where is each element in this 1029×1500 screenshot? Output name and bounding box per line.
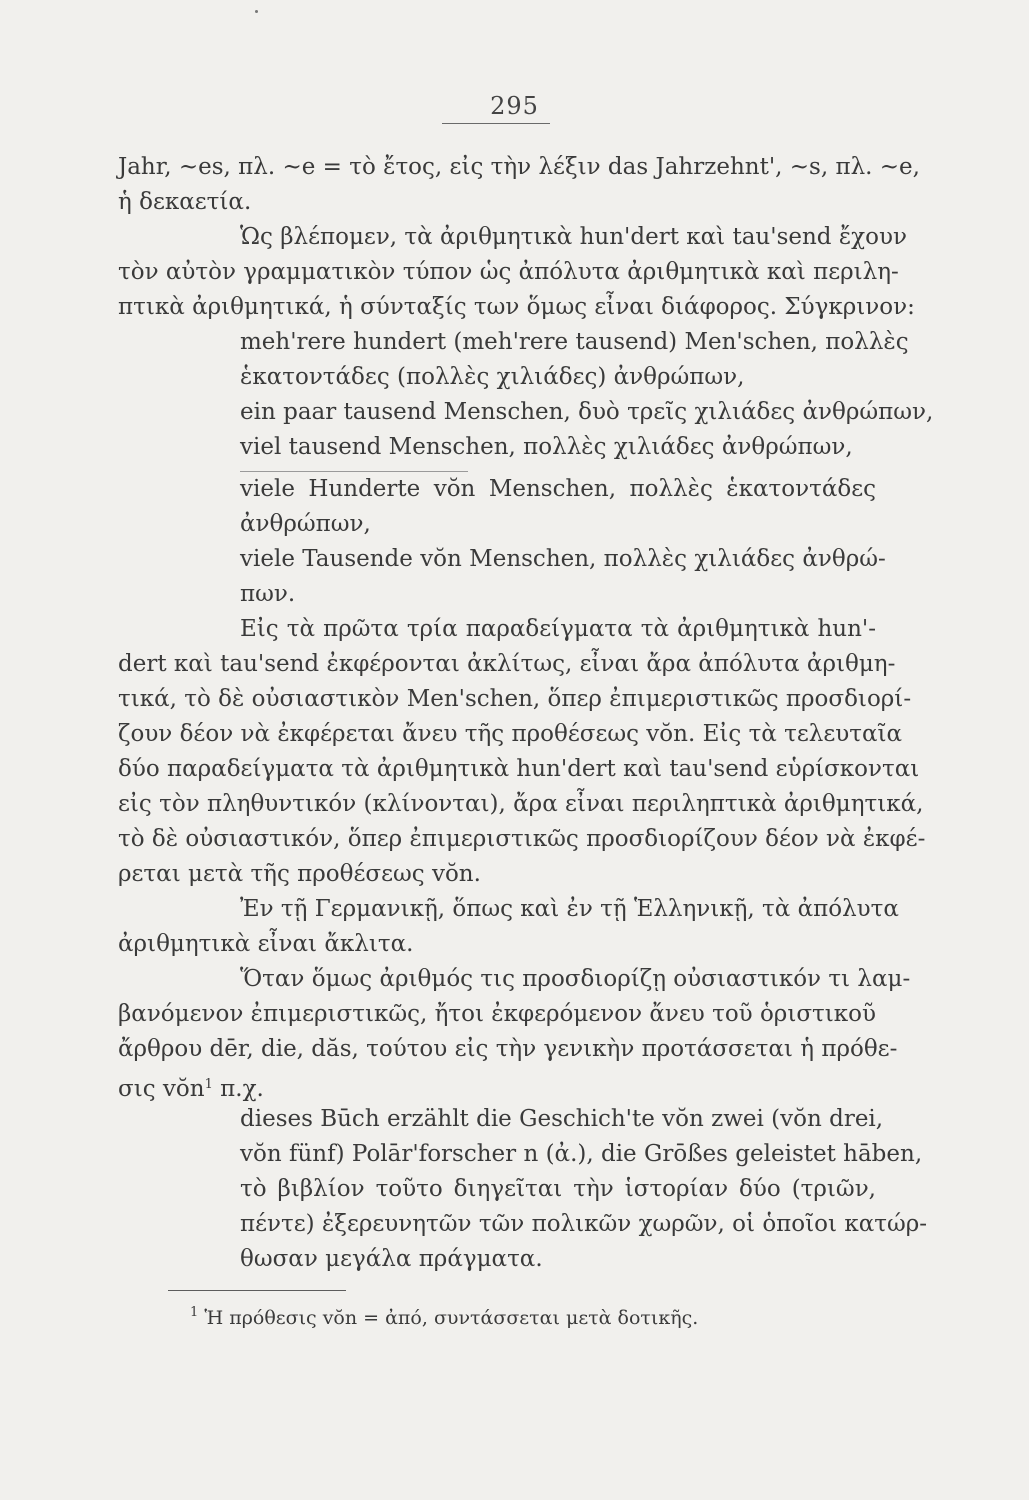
example-line: viele Hunderte vŏn Menschen, πολλὲς ἑκατοντάδες [240, 476, 876, 502]
example-line: πων. [240, 581, 296, 607]
text-line: dert καὶ tau'send ἐκφέρονται ἀκλίτως, εἶναι ἄρα ἀπόλυτα ἀριθμη- [118, 651, 896, 677]
footnote-rule [168, 1290, 346, 1291]
section-gap [118, 465, 876, 472]
example-line: vŏn fünf) Polār'forscher n (ἀ.), die Grōßes geleistet hāben, [240, 1141, 923, 1167]
text-line: τὸν αὐτὸν γραμματικὸν τύπον ὡς ἀπόλυτα ἀριθμητικὰ καὶ περιλη- [118, 259, 899, 285]
text-line: Jahr, ~es, πλ. ~e = τὸ ἔτος, εἰς τὴν λέξιν das Jahrzehnt', ~s, πλ. ~e, [118, 154, 920, 180]
text-line: δύο παραδείγματα τὰ ἀριθμητικὰ hun'dert καὶ tau'send εὑρίσκονται [118, 756, 920, 782]
example-line: πέντε) ἐξερευνητῶν τῶν πολικῶν χωρῶν, οἱ ὁποῖοι κατώρ- [240, 1211, 928, 1237]
text-line: τικά, τὸ δὲ οὐσιαστικὸν Men'schen, ὅπερ ἐπιμεριστικῶς προσδιορί- [118, 686, 912, 712]
page-number-rule [442, 123, 550, 124]
example-line: viel tausend Menschen, πολλὲς χιλιάδες ἀνθρώπων, [240, 434, 853, 460]
footnote-text: Ἡ πρόθεσις vŏn = ἀπό, συντάσσεται μετὰ δοτικῆς. [204, 1307, 699, 1329]
example-line: viele Tausende vŏn Menschen, πολλὲς χιλιάδες ἀνθρώ- [240, 546, 886, 572]
body-text [118, 150, 934, 1277]
text-line: Εἰς τὰ πρῶτα τρία παραδείγματα τὰ ἀριθμητικὰ hun'- [240, 616, 876, 642]
text-line: βανόμενον ἐπιμεριστικῶς, ἤτοι ἐκφερόμενον ἄνευ τοῦ ὁριστικοῦ [118, 1001, 876, 1027]
example-line: dieses Būch erzählt die Geschich'te vŏn zwei (vŏn drei, [240, 1106, 884, 1132]
example-line: ἀνθρώπων, [240, 511, 371, 537]
text-line: πτικὰ ἀριθμητικά, ἡ σύνταξίς των ὅμως εἶναι διάφορος. Σύγκρινον: [118, 294, 915, 320]
text-fragment: π.χ. [220, 1076, 264, 1102]
example-line: ein paar tausend Menschen, δυὸ τρεῖς χιλιάδες ἀνθρώπων, [240, 399, 934, 425]
text-line: ἡ δεκαετία. [118, 189, 252, 215]
text-line: ρεται μετὰ τῆς προθέσεως vŏn. [118, 861, 481, 887]
text-line: ἄρθρου dēr, die, dăs, τούτου εἰς τὴν γενικὴν προτάσσεται ἡ πρόθε- [118, 1036, 898, 1062]
text-line: Ὡς βλέπομεν, τὰ ἀριθμητικὰ hun'dert καὶ tau'send ἔχουν [240, 224, 907, 250]
footnote-reference: 1 [204, 1077, 213, 1092]
example-line: meh'rere hundert (meh'rere tausend) Men'schen, πολλὲς [240, 329, 909, 355]
text-line: Ὅταν ὅμως ἀριθμός τις προσδιορίζῃ οὐσιαστικόν τι λαμ- [240, 966, 911, 992]
example-line: ἑκατοντάδες (πολλὲς χιλιάδες) ἀνθρώπων, [240, 364, 745, 390]
section-divider [240, 471, 468, 472]
footnote [190, 1298, 698, 1333]
example-line: τὸ βιβλίον τοῦτο διηγεῖται τὴν ἱστορίαν δύο (τριῶν, [240, 1176, 876, 1202]
footnote-marker: 1 [190, 1305, 199, 1320]
text-fragment: σις vŏn [118, 1076, 205, 1102]
text-line: ἀριθμητικὰ εἶναι ἄκλιτα. [118, 931, 414, 957]
speck [255, 10, 258, 13]
text-line: Ἐν τῇ Γερμανικῇ, ὅπως καὶ ἐν τῇ Ἑλληνικῇ, τὰ ἀπόλυτα [240, 896, 899, 922]
text-line: τὸ δὲ οὐσιαστικόν, ὅπερ ἐπιμεριστικῶς προσδιορίζουν δέον νὰ ἐκφέ- [118, 826, 926, 852]
page-number: 295 [490, 92, 539, 120]
text-line: εἰς τὸν πληθυντικόν (κλίνονται), ἄρα εἶναι περιληπτικὰ ἀριθμητικά, [118, 791, 924, 817]
text-line: ζουν δέον νὰ ἐκφέρεται ἄνευ τῆς προθέσεως vŏn. Εἰς τὰ τελευταῖα [118, 721, 903, 747]
text-line [118, 1067, 876, 1102]
example-line: θωσαν μεγάλα πράγματα. [240, 1246, 543, 1272]
